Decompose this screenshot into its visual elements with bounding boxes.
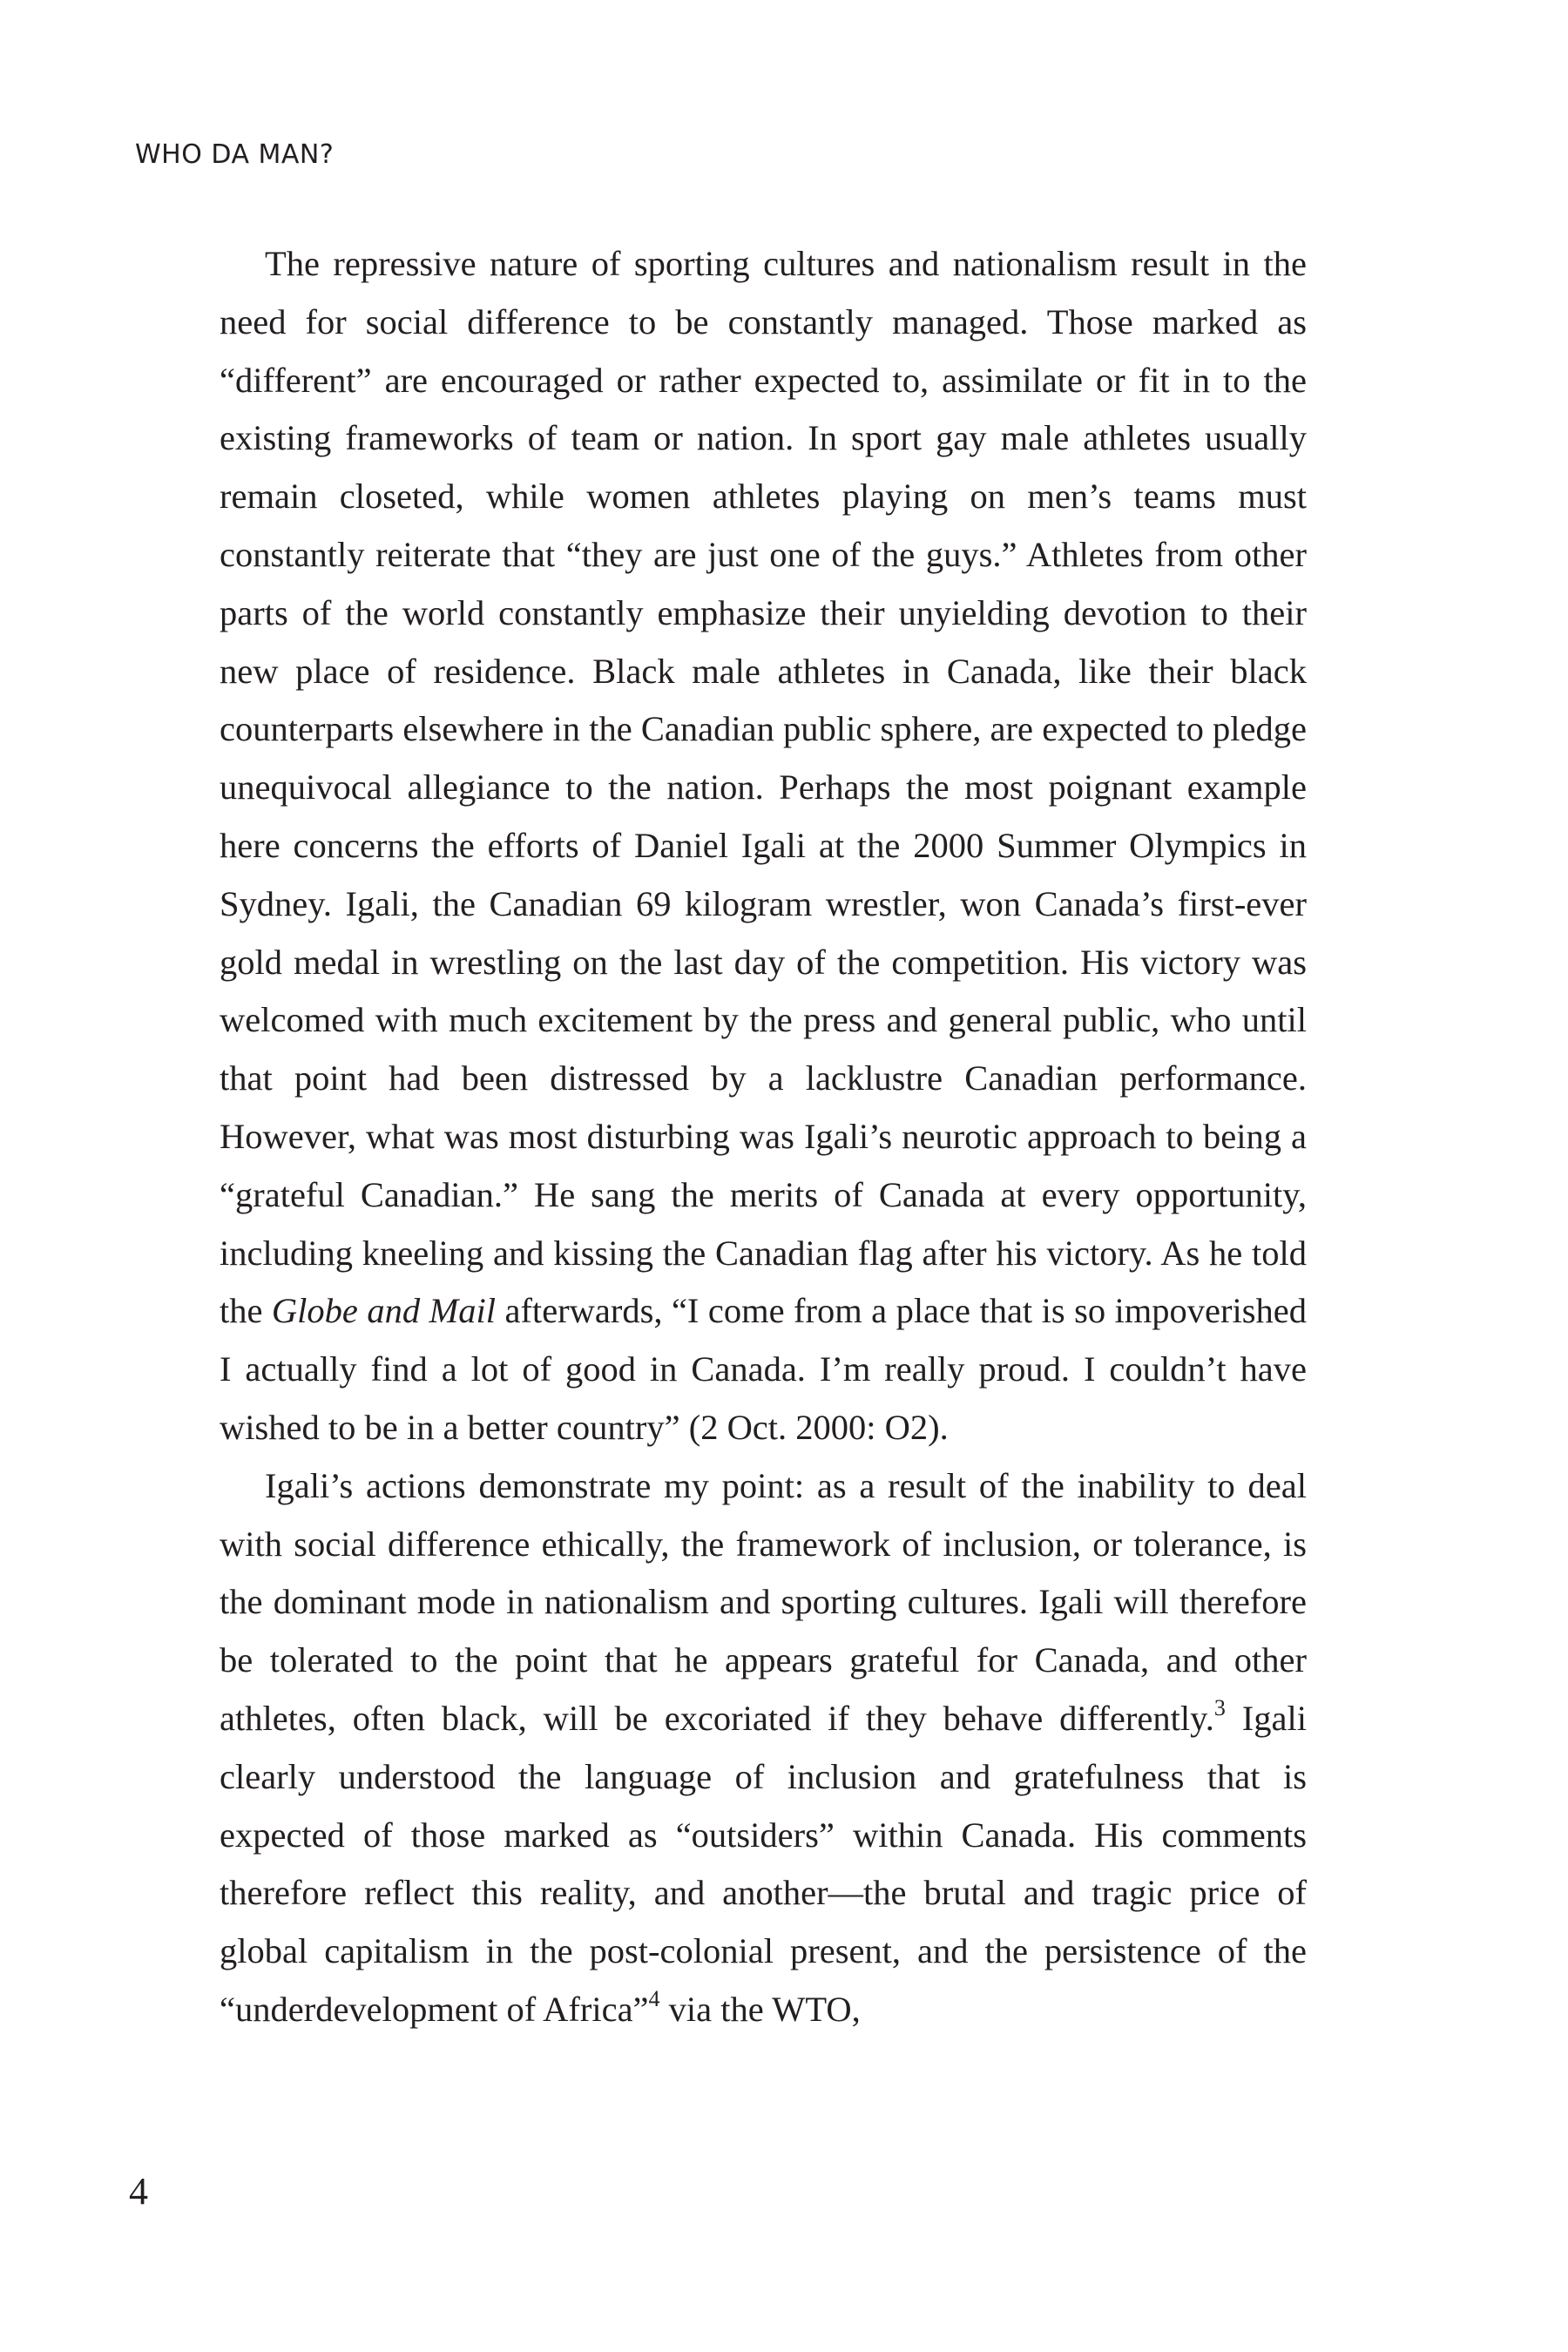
paragraph-text: Igali’s actions demonstrate my point: as a result of the inability to deal with social difference ethically, the framework of inclusion, or tolerance, is the dominant mode in nationalism and sporting cultures. Igali will therefore be tolerated to the point that he appears grateful for Canada, and other athletes, often black, will be excoriated if they behave differently.	[220, 1465, 1307, 1738]
paragraph-text: via the WTO,	[659, 1989, 861, 2029]
paragraph-text: Igali clearly understood the language of inclusion and gratefulness that is expected of those marked as “outsiders” within Canada. His comments therefore reflect this reality, and another—the brutal and tragic price of global capitalism in the post-colonial present, and the persistence of the “underdevelopment of Africa”	[220, 1698, 1307, 2029]
paragraph-text: The repressive nature of sporting cultures and nationalism result in the need for social difference to be constantly managed. Those marked as “different” are encouraged or rather expected to, assimilate or fit in to the existing frameworks of team or nation. In sport gay male athletes usually remain closeted, while women athletes playing on men’s teams must constantly reiterate that “they are just one of the guys.” Athletes from other parts of the world constantly emphasize their unyielding devotion to their new place of residence. Black male athletes in Canada, like their black counterparts elsewhere in the Canadian public sphere, are expected to pledge unequivocal allegiance to the nation. Perhaps the most poignant example here concerns the efforts of Daniel Igali at the 2000 Summer Olympics in Sydney. Igali, the Canadian 69 kilogram wrestler, won Canada’s first-ever gold medal in wrestling on the last day of the competition. His victory was welcomed with much excitement by the press and general public, who until that point had been distressed by a lacklustre Canadian performance. However, what was most disturbing was Igali’s neurotic approach to being a “grateful Canadian.” He sang the merits of Canada at every opportunity, including kneeling and kissing the Canadian flag after his victory. As he told the	[220, 244, 1307, 1331]
page-number: 4	[129, 2170, 148, 2213]
footnote-marker: 4	[648, 1986, 660, 2012]
body-text	[220, 235, 1307, 2039]
footnote-marker: 3	[1213, 1695, 1226, 1721]
paragraph	[220, 1457, 1307, 2039]
publication-title: Globe and Mail	[271, 1291, 497, 1331]
paragraph-text: afterwards, “I come from a place that is so impoverished I actually find a lot of good in Canada. I’m really proud. I couldn’t have wished to be in a better country” (2 Oct. 2000: O2).	[220, 1291, 1307, 1447]
paragraph	[220, 235, 1307, 1457]
running-head: WHO DA MAN?	[135, 139, 335, 170]
